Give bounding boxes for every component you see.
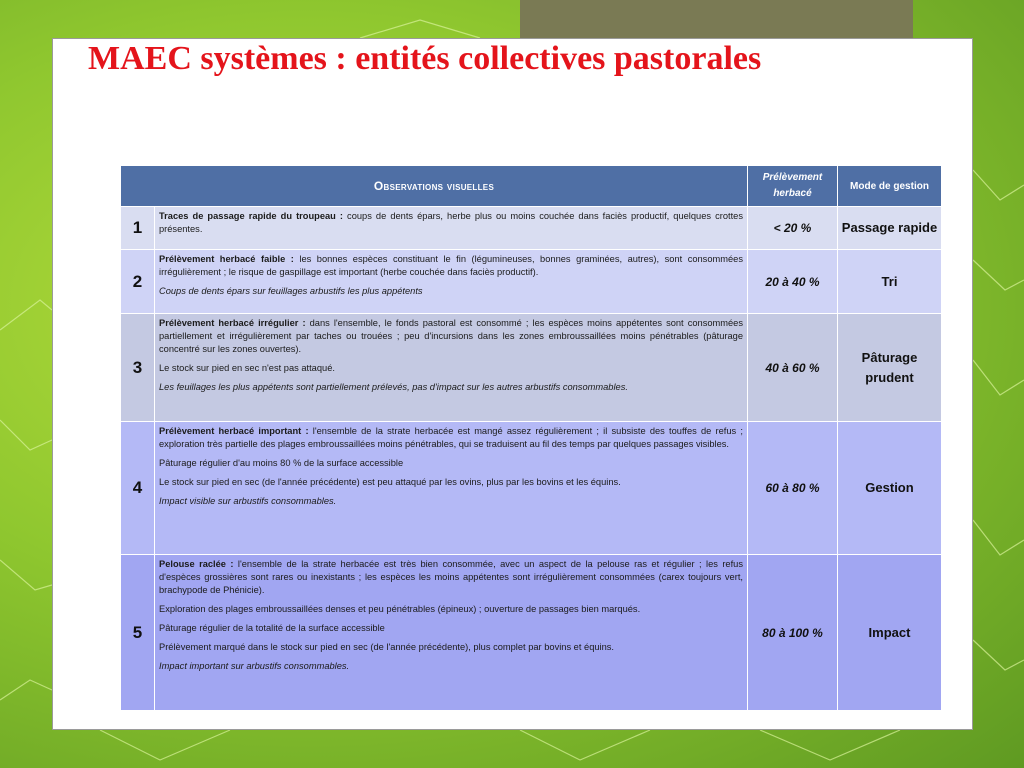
row-prelevement: < 20 % <box>748 207 838 250</box>
description-lead: Prélèvement herbacé important : <box>159 426 309 436</box>
description-text: Le stock sur pied en sec n'est pas attaqué. <box>159 363 335 373</box>
description-paragraph <box>159 253 743 279</box>
description-lead: Prélèvement herbacé faible : <box>159 254 294 264</box>
header-mode-gestion: Mode de gestion <box>838 166 942 207</box>
description-text: Pâturage régulier d'au moins 80 % de la surface accessible <box>159 458 404 468</box>
description-paragraph <box>159 457 743 470</box>
row-number: 5 <box>121 555 155 711</box>
description-text: les bonnes espèces constituant le fin (légumineuses, bonnes graminées, autres), sont consommées irrégulièrement ; le risque de gaspillage est important (herbe couchée dans faciès productif). <box>159 254 743 277</box>
description-lead: Prélèvement herbacé irrégulier : <box>159 318 306 328</box>
description-paragraph <box>159 495 743 508</box>
description-paragraph <box>159 476 743 489</box>
description-paragraph <box>159 285 743 298</box>
description-text: Le stock sur pied en sec (de l'année précédente) est peu attaqué par les ovins, plus par les bovins et les équins. <box>159 477 621 487</box>
row-prelevement: 40 à 60 % <box>748 314 838 422</box>
description-lead: Pelouse raclée : <box>159 559 234 569</box>
row-description <box>155 207 748 250</box>
table-row <box>121 555 942 711</box>
table-row <box>121 207 942 250</box>
description-text: Les feuillages les plus appétents sont partiellement prélevés, pas d'impact sur les autres arbustifs consommables. <box>159 382 628 392</box>
description-text: coups de dents épars, herbe plus ou moins couchée dans faciès productif, quelques crottes présentes. <box>159 211 743 234</box>
description-paragraph <box>159 317 743 356</box>
row-prelevement: 80 à 100 % <box>748 555 838 711</box>
description-text: Pâturage régulier de la totalité de la surface accessible <box>159 623 385 633</box>
description-paragraph <box>159 641 743 654</box>
observations-table <box>120 165 942 711</box>
description-text: Impact visible sur arbustifs consommables. <box>159 496 337 506</box>
table-row <box>121 250 942 314</box>
description-text: l'ensemble de la strate herbacée est mangé assez régulièrement ; il subsiste des touffes de refus ; exploration très partielle des plages embroussaillées moins pénétrables, qui se traduisent au fil des temps par quelques passages visibles. <box>159 426 743 449</box>
row-mode-gestion: Gestion <box>838 422 942 555</box>
row-prelevement: 60 à 80 % <box>748 422 838 555</box>
row-mode-gestion: Impact <box>838 555 942 711</box>
row-number: 4 <box>121 422 155 555</box>
row-description <box>155 555 748 711</box>
description-text: Prélèvement marqué dans le stock sur pied en sec (de l'année précédente), plus complet par bovins et équins. <box>159 642 614 652</box>
top-band-decoration <box>520 0 913 38</box>
table-row <box>121 314 942 422</box>
row-number: 2 <box>121 250 155 314</box>
row-mode-gestion: Passage rapide <box>838 207 942 250</box>
table-row <box>121 422 942 555</box>
description-paragraph <box>159 558 743 597</box>
row-number: 3 <box>121 314 155 422</box>
description-text: l'ensemble de la strate herbacée est très bien consommée, avec un aspect de la pelouse ras et régulier ; les refus d'espèces grossières sont rares ou inexistants ; les espèces les moins appétentes sont irrégulièrement consommées (carex toujours vert, brachypode de Phénicie). <box>159 559 743 595</box>
row-mode-gestion: Pâturage prudent <box>838 314 942 422</box>
row-mode-gestion: Tri <box>838 250 942 314</box>
header-prelevement: Prélèvement herbacé <box>748 166 838 207</box>
table-header-row <box>121 166 942 207</box>
description-paragraph <box>159 210 743 236</box>
description-text: dans l'ensemble, le fonds pastoral est consommé ; les espèces moins appétentes sont consommées partiellement et irrégulièrement par taches ou trouées ; peu d'incursions dans les zones embroussaillées moins pénétrables (pâturage concentré sur les zones ouvertes). <box>159 318 743 354</box>
description-text: Coups de dents épars sur feuillages arbustifs les plus appétents <box>159 286 423 296</box>
description-text: Exploration des plages embroussaillées denses et peu pénétrables (épineux) ; ouverture de passages bien marqués. <box>159 604 641 614</box>
description-paragraph <box>159 603 743 616</box>
slide-title: MAEC systèmes : entités collectives pastorales <box>88 40 762 77</box>
description-lead: Traces de passage rapide du troupeau : <box>159 211 343 221</box>
row-prelevement: 20 à 40 % <box>748 250 838 314</box>
description-paragraph <box>159 362 743 375</box>
row-description <box>155 422 748 555</box>
description-text: Impact important sur arbustifs consommables. <box>159 661 350 671</box>
description-paragraph <box>159 425 743 451</box>
row-description <box>155 250 748 314</box>
description-paragraph <box>159 381 743 394</box>
description-paragraph <box>159 622 743 635</box>
row-description <box>155 314 748 422</box>
header-observations: Observations visuelles <box>121 166 748 207</box>
row-number: 1 <box>121 207 155 250</box>
description-paragraph <box>159 660 743 673</box>
